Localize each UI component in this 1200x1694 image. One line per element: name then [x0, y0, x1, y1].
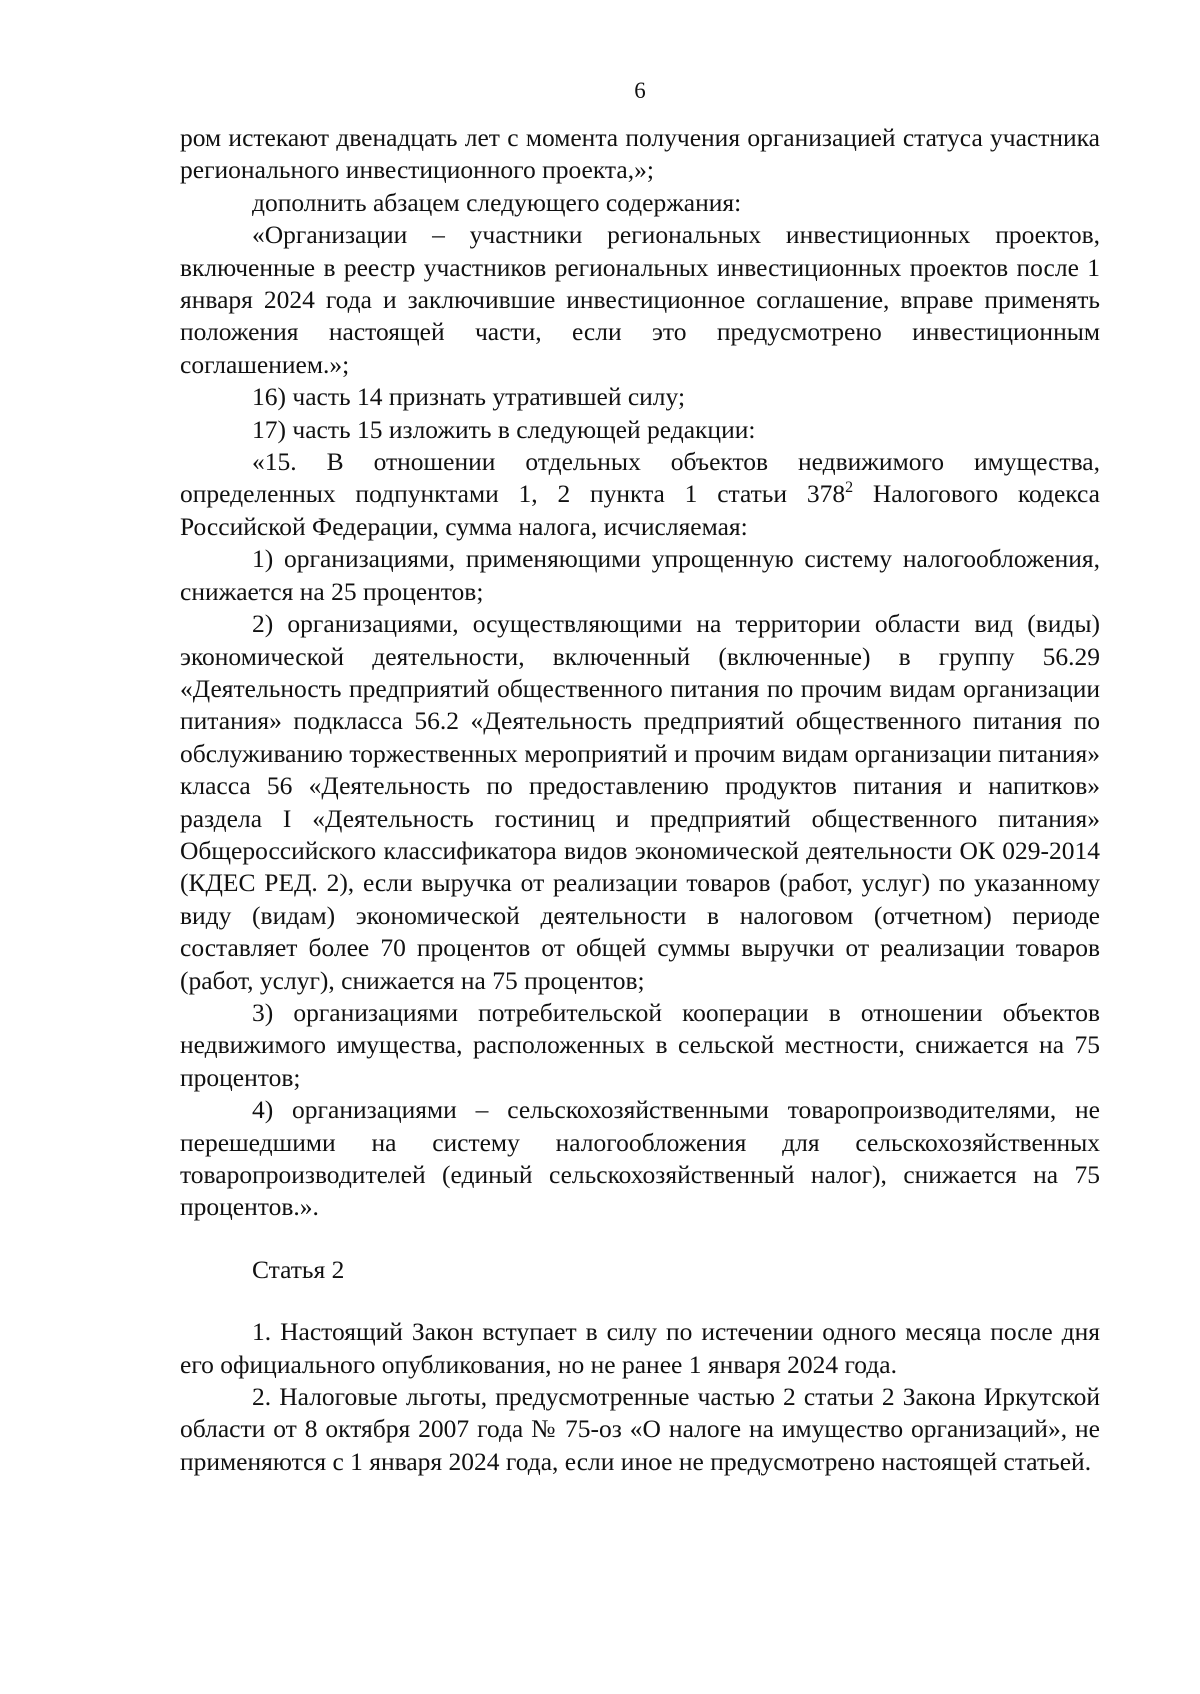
part-15-text-a: «15. В отношении отдельных объектов недвижимого имущества, определенных подпунктами 1, 2 пункта 1 статьи 378 — [180, 447, 1100, 509]
document-body — [180, 122, 1100, 1478]
paragraph-subitem-4: 4) организациями – сельскохозяйственными товаропроизводителями, не перешедшими на систему налогообложения для сельскохозяйственных товаропроизводителей (единый сельскохозяйственный налог), снижается на 75 процентов.». — [180, 1095, 1100, 1222]
paragraph-item-16: 16) часть 14 признать утратившей силу; — [252, 382, 686, 412]
paragraph-amendment-intro: дополнить абзацем следующего содержания: — [252, 187, 742, 217]
article-heading: Статья 2 — [252, 1254, 345, 1284]
part-15-text-b: Налогового кодекса Российской Федерации, сумма налога, исчисляемая: — [180, 479, 1100, 541]
paragraph-article2-part1: 1. Настоящий Закон вступает в силу по истечении одного месяца после дня его официального опубликования, но не ранее 1 января 2024 года. — [180, 1317, 1100, 1379]
paragraph-part-15 — [180, 446, 1100, 543]
paragraph-subitem-1: 1) организациями, применяющими упрощенную систему налогообложения, снижается на 25 процентов; — [180, 544, 1100, 606]
paragraph-article2-part2: 2. Налоговые льготы, предусмотренные частью 2 статьи 2 Закона Иркутской области от 8 октября 2007 года № 75-оз «О налоге на имущество организаций», не применяются с 1 января 2024 года, если иное не предусмотрено настоящей статьей. — [180, 1382, 1100, 1476]
paragraph-item-17: 17) часть 15 изложить в следующей редакции: — [252, 414, 756, 444]
page-number: 6 — [634, 78, 646, 103]
paragraph-subitem-3: 3) организациями потребительской кооперации в отношении объектов недвижимого имущества, расположенных в сельской местности, снижается на 75 процентов; — [180, 997, 1100, 1092]
paragraph-subitem-2: 2) организациями, осуществляющими на территории области вид (виды) экономической деятельности, включенный (включенные) в группу 56.29 «Деятельность предприятий общественного питания по прочим видам организации питания» подкласса 56.2 «Деятельность предприятий общественного питания по обслуживанию торжественных мероприятий и прочим видам организации питания» класса 56 «Деятельность по предоставлению продуктов питания и напитков» раздела I «Деятельность гостиниц и предприятий общественного питания» Общероссийского классификатора видов экономической деятельности ОК 029-2014 (КДЕС РЕД. 2), если выручка от реализации товаров (работ, услуг) по указанному виду (видам) экономической деятельности в налоговом (отчетном) периоде составляет более 70 процентов от общей суммы выручки от реализации товаров (работ, услуг), снижается на 75 процентов; — [180, 609, 1100, 995]
paragraph-continuation: ром истекают двенадцать лет с момента получения организацией статуса участника регионального инвестиционного проекта,»; — [180, 123, 1100, 185]
article-superscript: 2 — [845, 479, 854, 497]
paragraph-quoted-text: «Организации – участники региональных инвестиционных проектов, включенные в реестр участников региональных инвестиционных проектов после 1 января 2024 года и заключившие инвестиционное соглашение, вправе применять положения настоящей части, если это предусмотрено инвестиционным соглашением.»; — [180, 220, 1100, 379]
